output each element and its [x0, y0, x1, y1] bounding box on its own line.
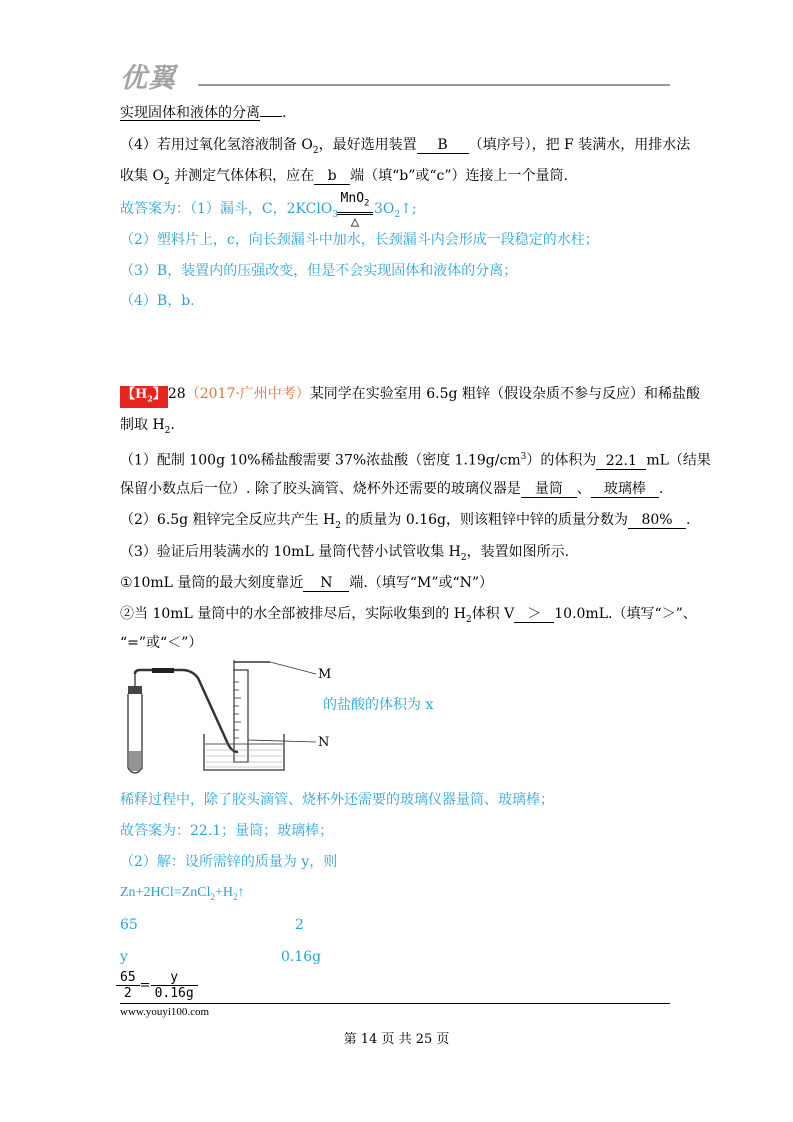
- water-trough: [204, 734, 284, 770]
- q28-blank-percentage: 80%: [628, 512, 686, 529]
- q28-part3: （3）验证后用装满水的 10mL 量筒代替小试管收集 $H_2$，装置如图所示.: [120, 544, 570, 563]
- answer-line-1-products: $3O_2↑$;: [374, 201, 417, 220]
- gas-collection-apparatus-figure: [120, 656, 330, 780]
- q28-blank-instrument-2: 玻璃棒: [591, 481, 659, 498]
- ratio-row-1-left: 65: [120, 917, 138, 933]
- answer-line-4: （4）B，b.: [120, 293, 195, 309]
- q3-tail-end: .: [282, 105, 287, 121]
- q4-line-2: 收集 $O_2$ 并测定气体体积，应在 b 端（填“b”或“c”）连接上一个量筒.: [120, 168, 569, 187]
- ratio-row-2-right: 0.16g: [281, 949, 322, 965]
- q28-sub2-line2: “=”或“＜”）: [120, 635, 203, 651]
- answer-dilution: 稀释过程中，除了胶头滴管、烧杯外还需要的玻璃仪器量筒、玻璃棒；: [120, 792, 554, 808]
- catalyst-condition: MnO$_2$ △: [337, 192, 373, 229]
- q3-tail-blank: [260, 116, 282, 117]
- q4-answer-blank-2: b: [314, 168, 350, 185]
- q3-tail-line: [120, 104, 286, 122]
- answer-solution-intro: （2）解：设所需锌的质量为 y，则: [120, 854, 338, 870]
- answer-line-3: （3）B，装置内的压强改变，但是不会实现固体和液体的分离；: [120, 263, 518, 279]
- rubber-connector: [152, 668, 174, 673]
- q28-blank-volume: 22.1: [596, 453, 646, 470]
- delivery-tube: [135, 670, 238, 752]
- page-number: 第 14 页 共 25 页: [343, 1032, 450, 1047]
- q28-sub1: ①10mL 量筒的最大刻度靠近 N 端.（填写“M”或“N”）: [120, 575, 494, 591]
- q3-tail-text: 实现固体和液体的分离: [120, 105, 260, 121]
- question-source: （2017·广州中考）: [185, 386, 310, 402]
- fraction-right: $\frac{y}{0.16g}$: [151, 970, 198, 1001]
- q28-part1-line1: （1）配制 100g 10%稀盐酸需要 37%浓盐酸（密度 $1.19g/cm^3$）的体积为 22.1 mL（结果: [120, 452, 711, 469]
- graduated-cylinder: [234, 670, 248, 762]
- q28-line-1: 【$H_2$】 28（2017·广州中考）某同学在实验室用 6.5g 粗锌（假设杂质不参与反应）和稀盐酸: [120, 385, 700, 408]
- chemical-equation: $Zn+2HCl=ZnCl_2+H_2↑$: [120, 885, 245, 902]
- question-number: 28: [167, 386, 186, 402]
- proportion-equation: $\frac{65}{2}$ = $\frac{y}{0.16g}$: [116, 970, 198, 1001]
- answer-line-1: 故答案为：（1）漏斗，C，2KClO$_3$: [120, 201, 339, 220]
- ratio-row-2-left: y: [120, 949, 128, 965]
- footer-website: www.youyi100.com: [120, 1006, 210, 1018]
- rubber-stopper: [128, 686, 142, 694]
- q28-blank-end: N: [303, 575, 349, 592]
- fraction-left: $\frac{65}{2}$: [116, 970, 140, 1001]
- q28-part1-line2: 保留小数点后一位）. 除了胶头滴管、烧杯外还需要的玻璃仪器是 量筒 、 玻璃棒 .: [120, 481, 664, 497]
- q28-line-2: 制取 $H_2$.: [120, 417, 175, 436]
- q4-answer-blank-1: B: [417, 137, 469, 154]
- q28-part2: （2）6.5g 粗锌完全反应共产生 $H_2$ 的质量为 0.16g，则该粗锌中锌的质量分数为 80% .: [120, 512, 691, 531]
- q28-sub2-line1: ②当 10mL 量筒中的水全部被排尽后，实际收集到的 $H_2$体积 V ＞ 10.0mL.（填写“＞”、: [120, 606, 697, 625]
- label-m: M: [318, 667, 332, 682]
- answer-overlap-fragment: 的盐酸的体积为 x: [323, 697, 434, 713]
- answer-part1: 故答案为：22.1；量筒；玻璃棒；: [120, 823, 334, 839]
- topic-tag: 【$H_2$】: [120, 386, 168, 408]
- q28-blank-compare: ＞: [514, 606, 554, 623]
- header-divider: [198, 84, 670, 86]
- ratio-row-1-right: 2: [295, 917, 304, 933]
- zinc-granules: [129, 751, 141, 771]
- answer-line-2: （2）塑料片上，c，向长颈漏斗中加水，长颈漏斗内会形成一段稳定的水柱；: [120, 232, 599, 248]
- label-n: N: [318, 735, 330, 750]
- footer-divider: [120, 1003, 670, 1004]
- q28-blank-instrument-1: 量筒: [521, 481, 577, 498]
- q4-line-1: （4）若用过氧化氢溶液制备 $O_2$，最好选用装置 B （填序号），把 F 装满水，用排水法: [120, 137, 691, 156]
- publisher-logo: 优翼: [120, 63, 176, 94]
